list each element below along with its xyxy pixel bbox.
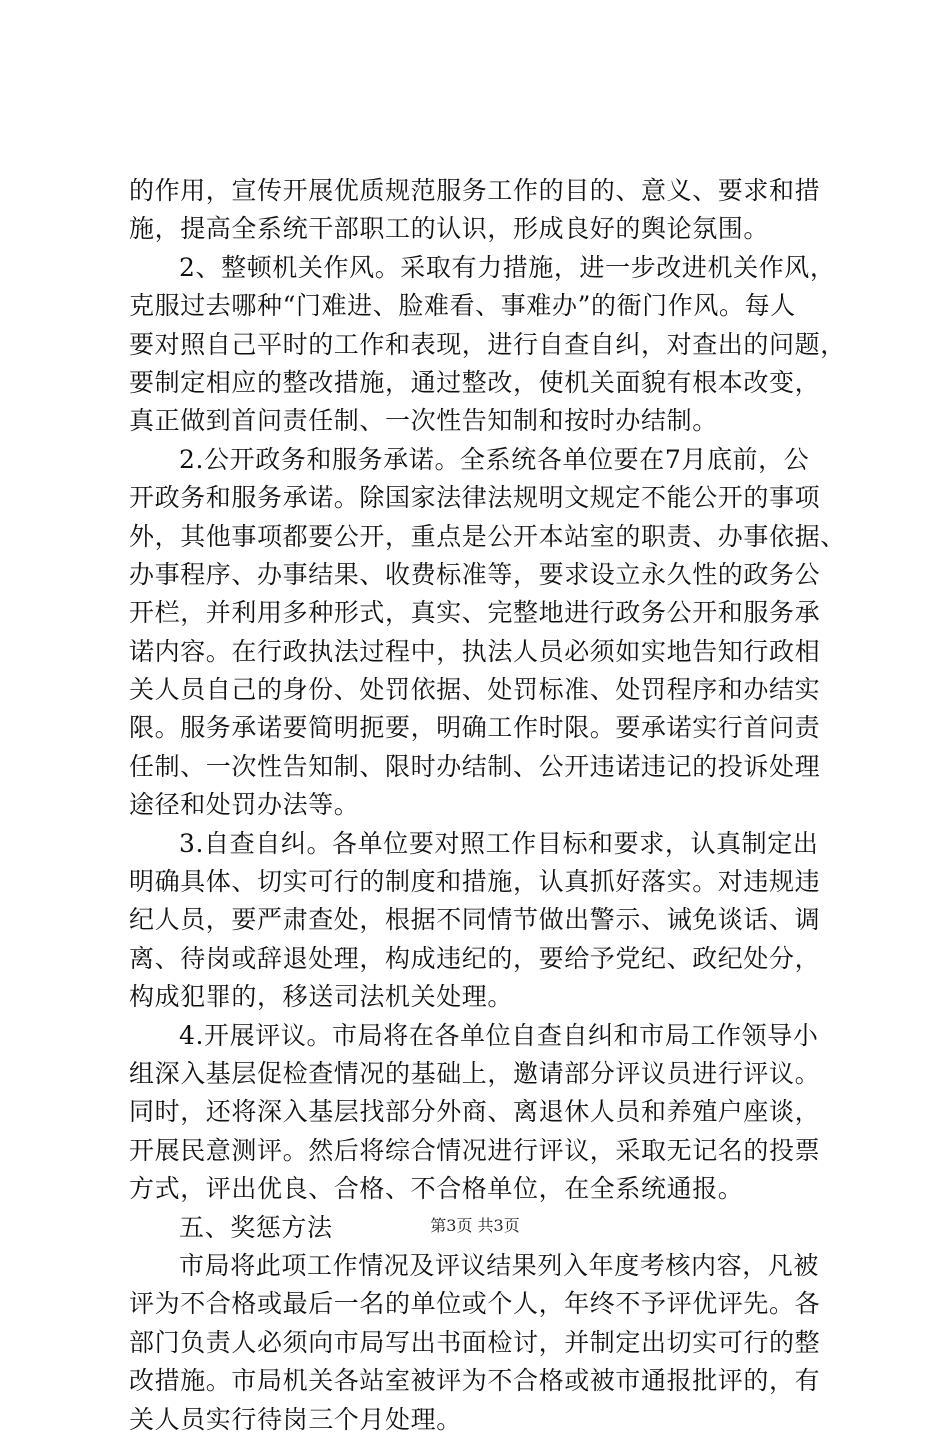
text-line: 开栏，并利用多种形式，真实、完整地进行政务公开和服务承: [129, 598, 821, 628]
text-line: 方式，评出优良、合格、不合格单位，在全系统通报。: [129, 1174, 744, 1204]
text-line: 办事程序、办事结果、收费标准等，要求设立永久性的政务公: [129, 559, 821, 589]
text-line: 构成犯罪的，移送司法机关处理。: [129, 982, 514, 1012]
text-line: 纪人员，要严肃查处，根据不同情节做出警示、诫免谈话、调: [129, 905, 821, 935]
text-line: 同时，还将深入基层找部分外商、离退休人员和养殖户座谈，: [129, 1097, 821, 1127]
text-line: 的作用，宣传开展优质规范服务工作的目的、意义、要求和措: [129, 176, 821, 205]
text-line: 克服过去哪种“门难进、脸难看、事难办”的衙门作风。每人: [129, 291, 796, 321]
text-line: 关人员实行待岗三个月处理。: [129, 1404, 462, 1434]
text-line: 4.开展评议。市局将在各单位自查自纠和市局工作领导小: [179, 1020, 819, 1050]
text-line: 途径和处罚办法等。: [129, 790, 360, 820]
text-line: 诺内容。在行政执法过程中，执法人员必须如实地告知行政相: [129, 636, 821, 666]
text-line: 部门负责人必须向市局写出书面检讨，并制定出切实可行的整: [129, 1327, 821, 1357]
text-line: 2.公开政务和服务承诺。全系统各单位要在7月底前，公: [179, 444, 810, 474]
text-line: 评为不合格或最后一名的单位或个人，年终不予评优评先。各: [129, 1289, 821, 1319]
text-line: 改措施。市局机关各站室被评为不合格或被市通报批评的，有: [129, 1366, 821, 1396]
text-line: 外，其他事项都要公开，重点是公开本站室的职责、办事依据、: [129, 521, 846, 551]
text-line: 任制、一次性告知制、限时办结制、公开违诺违记的投诉处理: [129, 751, 821, 781]
text-line: 2、整顿机关作风。采取有力措施，进一步改进机关作风，: [179, 252, 836, 282]
text-line: 离、待岗或辞退处理，构成违纪的，要给予党纪、政纪处分，: [129, 943, 821, 973]
text-line: 开政务和服务承诺。除国家法律法规明文规定不能公开的事项: [129, 483, 821, 513]
text-line: 开展民意测评。然后将综合情况进行评议，采取无记名的投票: [129, 1135, 821, 1165]
text-line: 要对照自己平时的工作和表现，进行自查自纠，对查出的问题，: [129, 329, 846, 359]
page-number-footer: 第3页 共3页: [430, 1216, 520, 1235]
text-line: 明确具体、切实可行的制度和措施，认真抓好落实。对违规违: [129, 867, 821, 897]
text-line: 市局将此项工作情况及评议结果列入年度考核内容，凡被: [179, 1250, 820, 1280]
text-line: 施，提高全系统干部职工的认识，形成良好的舆论氛围。: [129, 214, 770, 244]
text-line: 组深入基层促检查情况的基础上，邀请部分评议员进行评议。: [129, 1058, 821, 1088]
text-line: 限。服务承诺要简明扼要，明确工作时限。要承诺实行首问责: [129, 713, 821, 743]
section-heading: 五、奖惩方法: [179, 1212, 333, 1242]
text-line: 真正做到首问责任制、一次性告知制和按时办结制。: [129, 406, 718, 436]
text-line: 3.自查自纠。各单位要对照工作目标和要求，认真制定出: [179, 828, 819, 858]
document-body: [129, 172, 846, 1439]
text-line: 要制定相应的整改措施，通过整改，使机关面貌有根本改变，: [129, 367, 821, 397]
text-line: 关人员自己的身份、处罚依据、处罚标准、处罚程序和办结实: [129, 675, 821, 705]
